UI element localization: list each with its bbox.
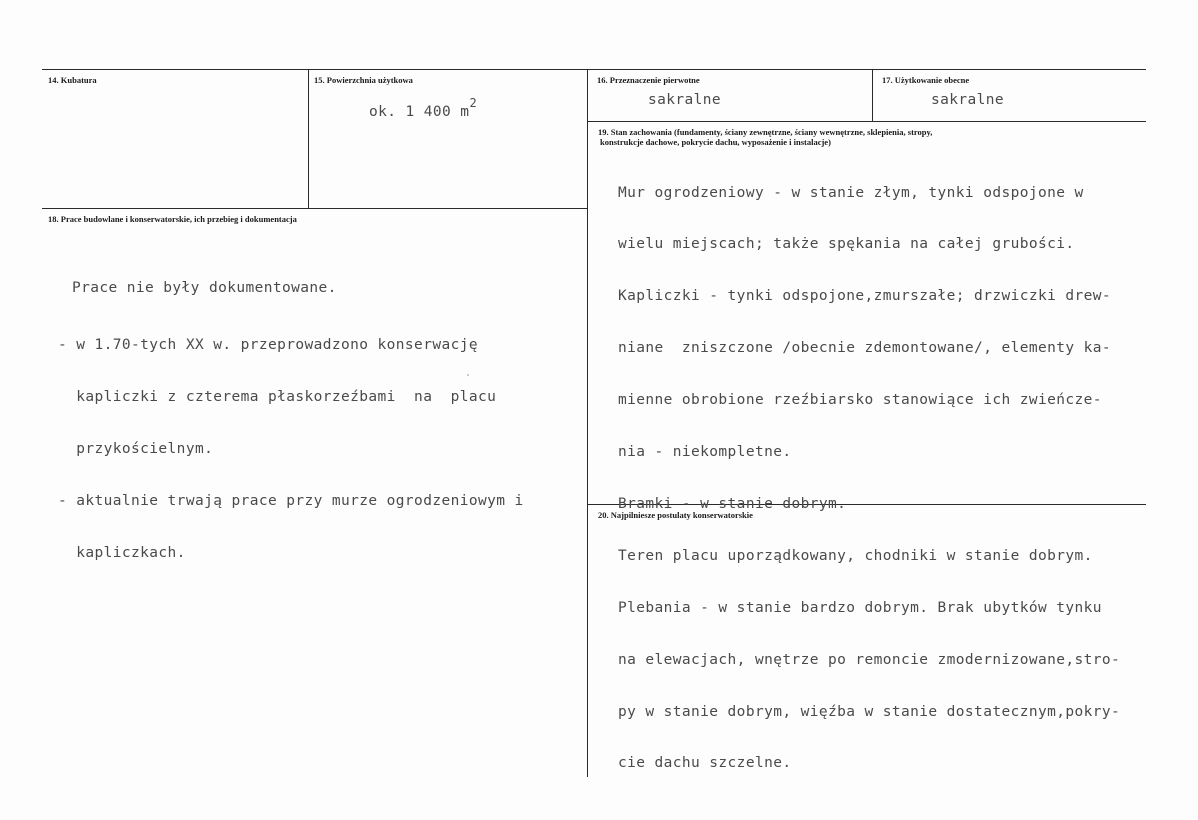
- field-19-label-line-2: konstrukcje dachowe, pokrycie dachu, wyposażenie i instalacje): [600, 137, 831, 147]
- text-line: Plebania - w stanie bardzo dobrym. Brak ubytków tynku: [618, 599, 1102, 616]
- text-line: kapliczkach.: [58, 545, 186, 562]
- field-16-value: sakralne: [648, 92, 722, 108]
- text-line: nia - niekompletne.: [618, 444, 792, 461]
- field-19-label-line-1: 19. Stan zachowania (fundamenty, ściany zewnętrzne, ściany wewnętrzne, sklepienia, stropy,: [598, 127, 933, 137]
- text-line: przykościelnym.: [58, 441, 214, 458]
- text-line: Mur ogrodzeniowy - w stanie złym, tynki odspojone w: [618, 184, 1084, 201]
- text-line: niane zniszczone /obecnie zdemontowane/, elementy ka-: [618, 340, 1112, 357]
- text-line: na elewacjach, wnętrze po remoncie zmodernizowane,stro-: [618, 651, 1121, 668]
- divider-16-17: [872, 69, 873, 121]
- field-19-text: [618, 150, 1120, 807]
- field-15-value: [369, 96, 478, 120]
- divider-14-15: [308, 69, 309, 208]
- text-line: cie dachu szczelne.: [618, 755, 792, 772]
- field-16-label: 16. Przeznaczenie pierwotne: [597, 75, 700, 85]
- field-17-value: sakralne: [931, 92, 1005, 108]
- text-line: Kapliczki - tynki odspojone,zmurszałe; drzwiczki drew-: [618, 288, 1112, 305]
- field-17-label: 17. Użytkowanie obecne: [882, 75, 970, 85]
- field-14-label: 14. Kubatura: [48, 75, 97, 85]
- field-19-label: [598, 127, 932, 147]
- center-divider: [587, 69, 588, 777]
- text-line: Bramki - w stanie dobrym.: [618, 495, 847, 512]
- scan-speck: [467, 374, 469, 376]
- text-line: py w stanie dobrym, więźba w stanie dostatecznym,pokry-: [618, 703, 1121, 720]
- field-20-label: 20. Najpilniesze postulaty konserwatorskie: [598, 510, 753, 520]
- line-under-16-17: [587, 121, 1146, 122]
- text-line: wielu miejscach; także spękania na całej grubości.: [618, 236, 1075, 253]
- text-line: mienne obrobione rzeźbiarsko stanowiące ich zwieńcze-: [618, 392, 1102, 409]
- text-line: Teren placu uporządkowany, chodniki w stanie dobrym.: [618, 547, 1093, 564]
- text-line: - aktualnie trwają prace przy murze ogrodzeniowym i: [58, 493, 524, 510]
- usable-area-value: ok. 1 400 m: [369, 104, 470, 120]
- text-line: kapliczki z czterema płaskorzeźbami na placu: [58, 389, 497, 406]
- field-18-label: 18. Prace budowlane i konserwatorskie, ich przebieg i dokumentacja: [48, 214, 297, 224]
- field-15-label: 15. Powierzchnia użytkowa: [314, 75, 413, 85]
- line-above-18: [42, 208, 588, 209]
- text-line: - w 1.70-tych XX w. przeprowadzono konserwację: [58, 337, 478, 354]
- top-border-line: [42, 69, 1146, 70]
- field-18-text: [58, 245, 524, 597]
- text-line: Prace nie były dokumentowane.: [72, 279, 337, 296]
- unit-exponent: 2: [469, 96, 478, 110]
